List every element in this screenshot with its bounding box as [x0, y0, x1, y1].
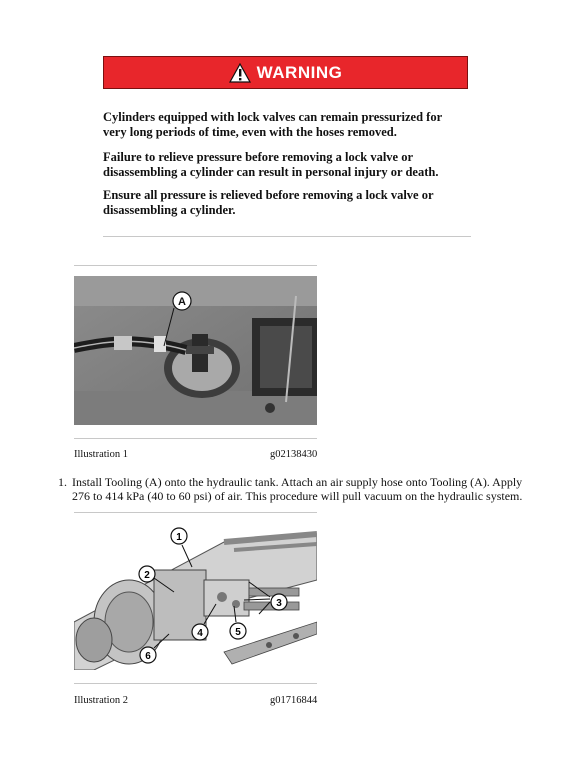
illustration-1-code: g02138430 — [270, 449, 318, 460]
warning-triangle-icon — [229, 63, 251, 83]
illustration-1-photo — [74, 276, 317, 425]
callout-a: A — [178, 296, 186, 308]
illustration-1-caption: Illustration 1 — [74, 449, 128, 460]
warning-label: WARNING — [256, 62, 343, 82]
warning-divider — [103, 236, 471, 237]
illustration-2-code: g01716844 — [270, 695, 318, 706]
callout-2: 2 — [144, 570, 150, 581]
illustration-2-top-rule — [74, 512, 317, 513]
callout-6: 6 — [145, 651, 151, 662]
warning-paragraph-2: Failure to relieve pressure before removing a lock valve or disassembling a cylinder can result in personal injury or death. — [103, 150, 439, 179]
warning-banner — [103, 56, 468, 89]
step-1-number: 1. — [58, 475, 67, 489]
warning-paragraph-3: Ensure all pressure is relieved before removing a lock valve or disassembling a cylinder. — [103, 188, 434, 217]
warning-paragraph-1: Cylinders equipped with lock valves can remain pressurized for very long periods of time, even with the hoses removed. — [103, 110, 442, 139]
callout-3: 3 — [276, 598, 282, 609]
illustration-2-bottom-rule — [74, 683, 317, 684]
callout-5: 5 — [235, 627, 241, 638]
illustration-1-top-rule — [74, 265, 317, 266]
callout-4: 4 — [197, 628, 203, 639]
illustration-2-drawing — [74, 522, 317, 670]
step-1 — [58, 475, 528, 505]
callout-1: 1 — [176, 532, 182, 543]
step-1-text: Install Tooling (A) onto the hydraulic tank. Attach an air supply hose onto Tooling (A). Apply 276 to 414 kPa (40 to 60 psi) of air. This procedure will pull vacuum on the hydraulic system. — [72, 475, 523, 503]
illustration-2-caption: Illustration 2 — [74, 695, 128, 706]
illustration-1-bottom-rule — [74, 438, 317, 439]
